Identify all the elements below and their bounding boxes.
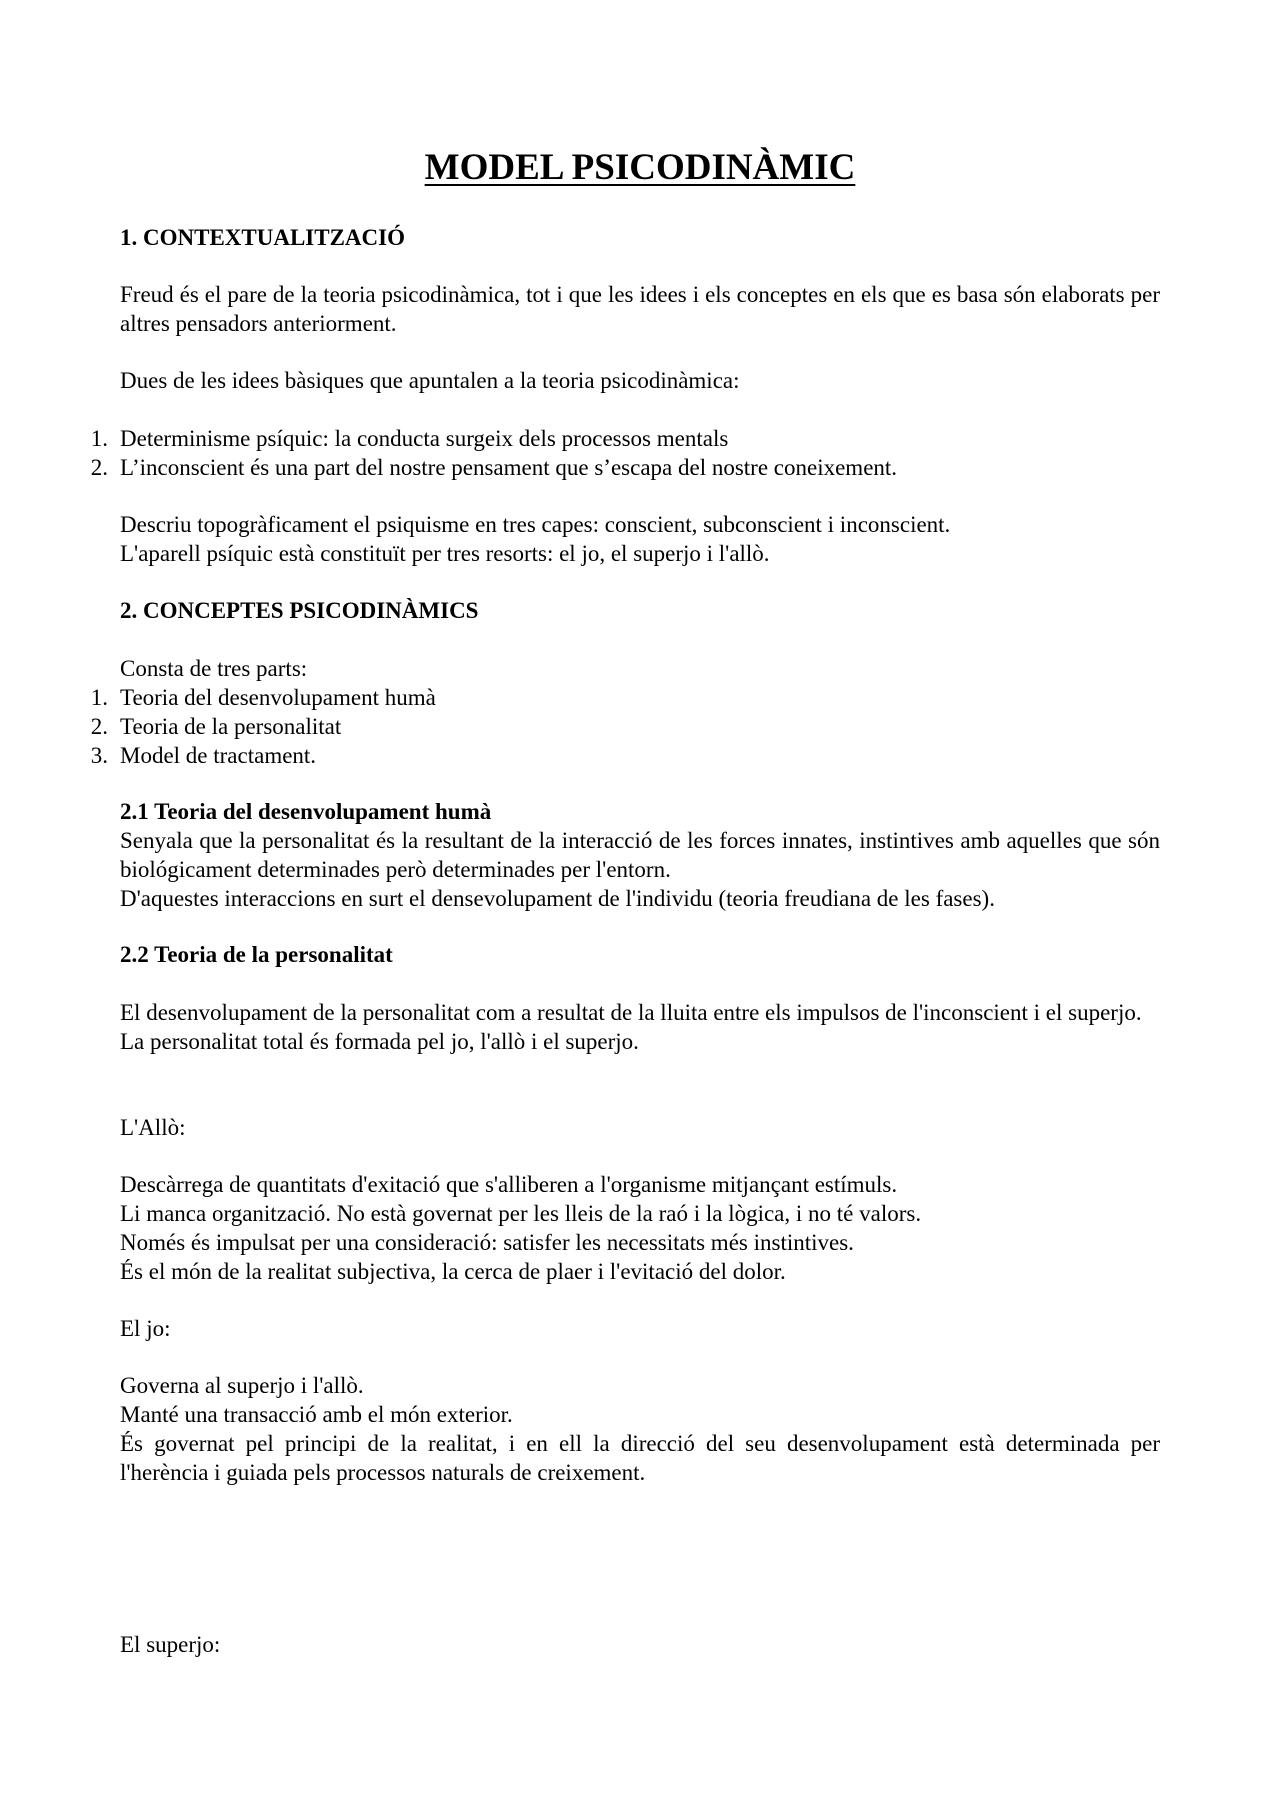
superjo-label: El superjo: bbox=[120, 1632, 221, 1657]
section-2-heading: 2. CONCEPTES PSICODINÀMICS bbox=[120, 598, 479, 623]
section-2-2-heading: 2.2 Teoria de la personalitat bbox=[120, 942, 393, 967]
s1-numbered-list bbox=[90, 424, 1160, 482]
s1-paragraph-1: Freud és el pare de la teoria psicodinàmica, tot i que les idees i els conceptes en els que es basa són elaborats per altres pensadors anteriorment. bbox=[120, 282, 1160, 336]
section-2-1-heading: 2.1 Teoria del desenvolupament humà bbox=[120, 799, 492, 824]
allo-label: L'Allò: bbox=[120, 1115, 186, 1140]
jo-label: El jo: bbox=[120, 1316, 171, 1341]
list-item: 1. Teoria del desenvolupament humà bbox=[90, 685, 436, 710]
allo-description: Descàrrega de quantitats d'exitació que s'alliberen a l'organisme mitjançant estímuls. Li manca organització. No està governat per les lleis de la raó i la lògica, i no té valors. Només és impulsat per una consideració: satisfer les necessitats més instintives. És el món de la realitat subjectiva, la cerca de plaer i l'evitació del dolor. bbox=[120, 1172, 922, 1284]
s2-parts-list: Consta de tres parts: 1. Teoria del desenvolupament humà 2. Teoria de la personalitat 3. Model de tractament. bbox=[120, 654, 1160, 770]
s22-paragraph-1: El desenvolupament de la personalitat com a resultat de la lluita entre els impulsos de l'inconscient i el superjo. La personalitat total és formada pel jo, l'allò i el superjo. bbox=[120, 1000, 1142, 1054]
list-item: 2. Teoria de la personalitat bbox=[90, 714, 342, 739]
s1-paragraph-2: Dues de les idees bàsiques que apuntalen a la teoria psicodinàmica: bbox=[120, 368, 740, 393]
section-2-1: 2.1 Teoria del desenvolupament humà Senyala que la personalitat és la resultant de la interacció de les forces innates, instintives amb aquelles que són biológicament determinades però determinades per l'entorn. D'aquestes interaccions en surt el densevolupament de l'individu (teoria freudiana de les fases). bbox=[120, 799, 1160, 911]
list-item: 2. L’inconscient és una part del nostre pensament que s’escapa del nostre coneixement. bbox=[90, 455, 898, 480]
page-title: MODEL PSICODINÀMIC bbox=[424, 147, 856, 188]
section-1-heading: 1. CONTEXTUALITZACIÓ bbox=[120, 225, 405, 250]
jo-description: Governa al superjo i l'allò. Manté una transacció amb el món exterior. És governat pel principi de la realitat, i en ell la direcció del seu desenvolupament està determinada per l'herència i guiada pels processos naturals de creixement. bbox=[120, 1373, 1160, 1485]
list-item: 3. Model de tractament. bbox=[90, 743, 317, 768]
s1-paragraph-3: Descriu topogràficament el psiquisme en tres capes: conscient, subconscient i inconscient. L'aparell psíquic està constituït per tres resorts: el jo, el superjo i l'allò. bbox=[120, 512, 951, 566]
list-item: 1. Determinisme psíquic: la conducta surgeix dels processos mentals bbox=[90, 426, 729, 451]
